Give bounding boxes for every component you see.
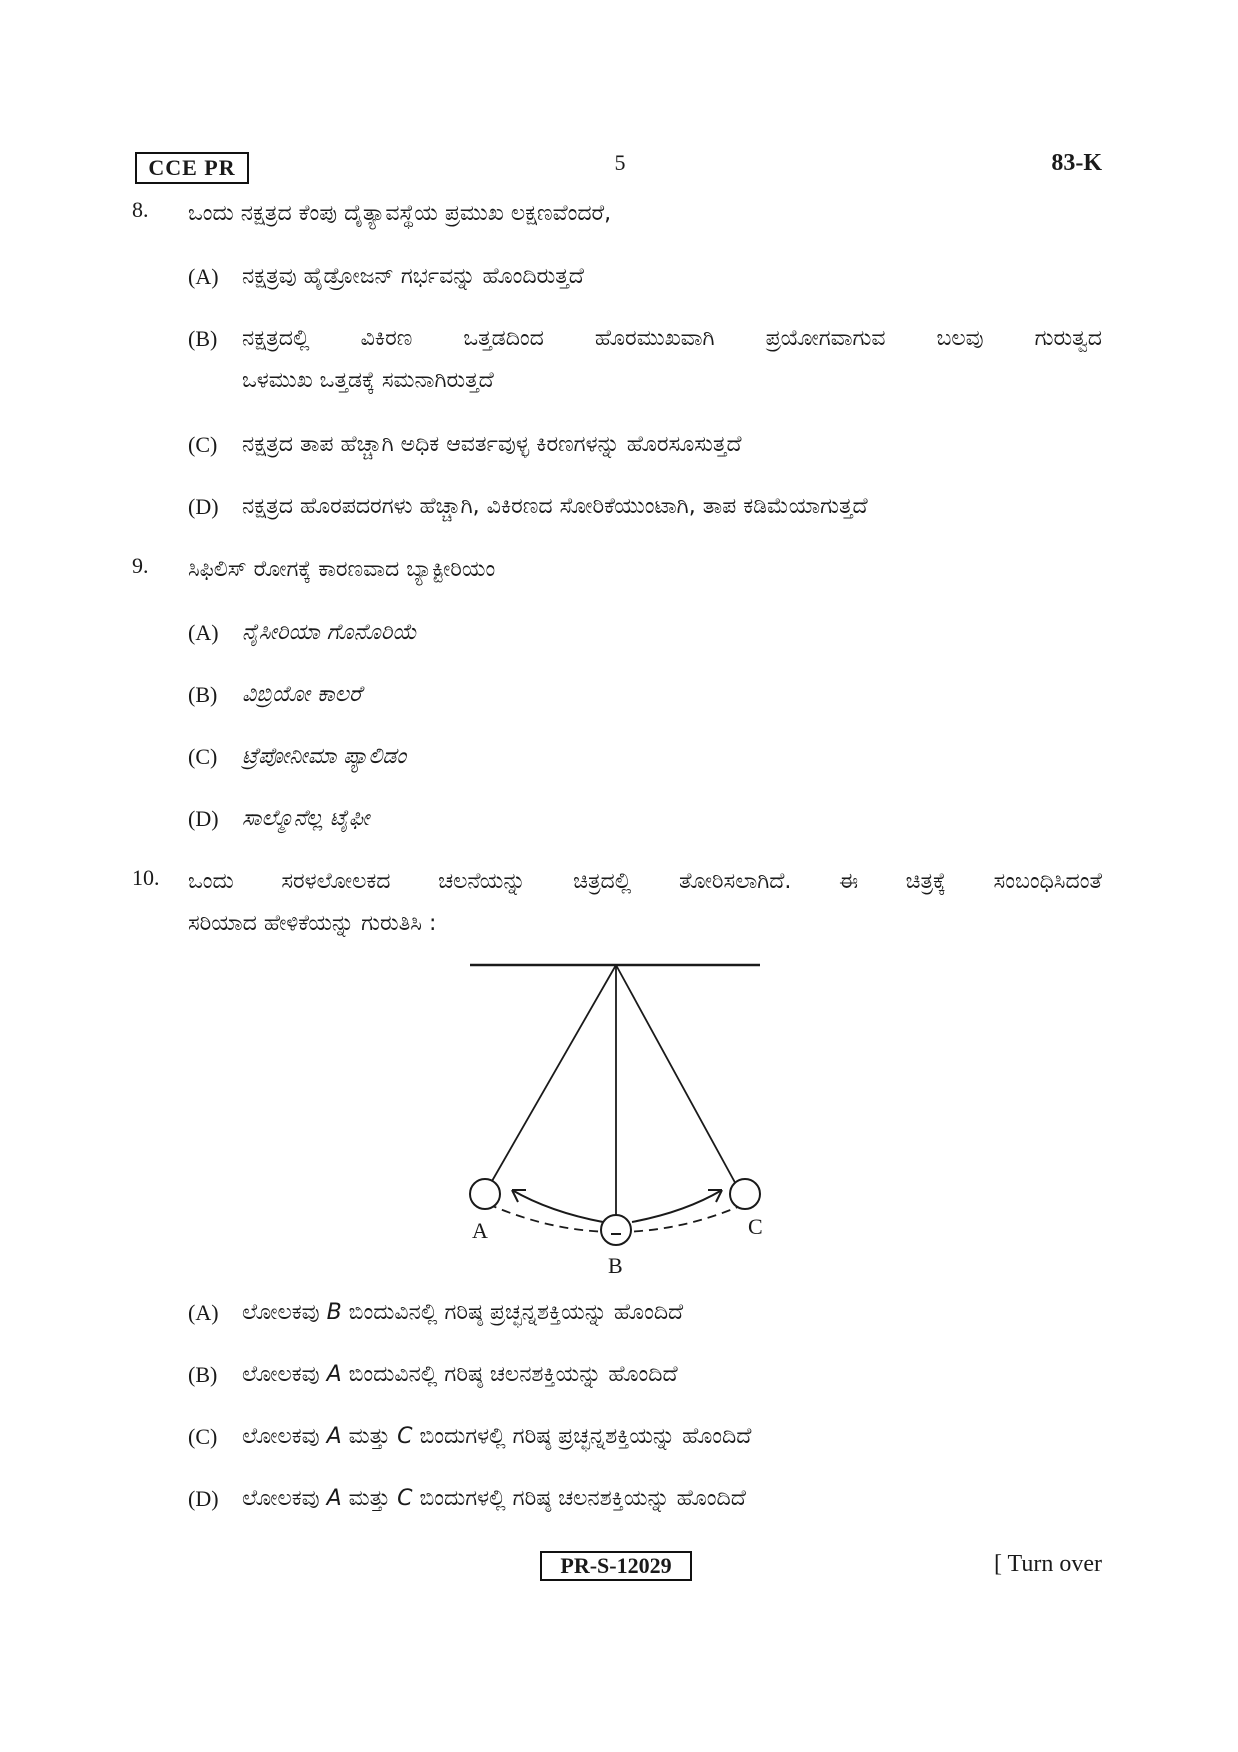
option-variable: A [326, 1424, 342, 1449]
option-label: (C) [188, 1424, 218, 1449]
pendulum-string-a [488, 965, 616, 1188]
option-text-part: ಬಿಂದುಗಳಲ್ಲಿ ಗರಿಷ್ಠ ಪ್ರಚ್ಛನ್ನಶಕ್ತಿಯನ್ನು ಹೊಂದಿದೆ [412, 1424, 752, 1449]
question-9-option-d [188, 798, 1102, 840]
question-8-number: 8. [132, 197, 149, 222]
paper-code: 83-K [1051, 150, 1102, 176]
question-text-line: ಸರಿಯಾದ ಹೇಳಿಕೆಯನ್ನು ಗುರುತಿಸಿ : [188, 911, 437, 936]
arrow-left [512, 1190, 603, 1222]
option-text-part: ಬಿಂದುವಿನಲ್ಲಿ ಗರಿಷ್ಠ ಪ್ರಚ್ಛನ್ನಶಕ್ತಿಯನ್ನು ಹೊಂದಿದೆ [341, 1300, 684, 1325]
option-text-part: ಲೋಲಕವು [242, 1362, 327, 1387]
option-text [242, 1354, 1102, 1396]
question-8-option-c [188, 424, 1102, 466]
pendulum-diagram [440, 950, 800, 1280]
option-text: ನಕ್ಷತ್ರದ ಹೊರಪದರಗಳು ಹೆಚ್ಚಾಗಿ, ವಿಕಿರಣದ ಸೋರಿಕೆಯುಂಟಾಗಿ, ತಾಪ ಕಡಿಮೆಯಾಗುತ್ತದೆ [242, 494, 868, 519]
pendulum-string-c [616, 965, 738, 1188]
question-10-option-a [188, 1292, 1102, 1334]
option-text-part: ಲೋಲಕವು [242, 1300, 327, 1325]
option-text: ವಿಬ್ರಿಯೋ ಕಾಲರೆ [242, 682, 362, 707]
option-text-part: ಲೋಲಕವು [242, 1486, 327, 1511]
option-label: (C) [188, 744, 218, 769]
option-label: (A) [188, 620, 219, 645]
option-variable: A [326, 1486, 342, 1511]
option-variable: B [326, 1300, 342, 1325]
option-text: ನಕ್ಷತ್ರದ ತಾಪ ಹೆಚ್ಚಾಗಿ ಅಧಿಕ ಆವರ್ತವುಳ್ಳ ಕಿರಣಗಳನ್ನು ಹೊರಸೂಸುತ್ತದೆ [242, 432, 742, 457]
option-text [242, 1292, 1102, 1334]
option-text-part: ಮತ್ತು [341, 1486, 398, 1511]
page-number: 5 [614, 150, 626, 175]
option-text [242, 1416, 1102, 1458]
question-10-option-d [188, 1478, 1102, 1520]
option-label: (D) [188, 806, 219, 831]
figure-label-b: B [608, 1253, 623, 1278]
option-label: (B) [188, 682, 218, 707]
option-label: (B) [188, 1362, 218, 1387]
footer-code-box: PR-S-12029 [540, 1551, 692, 1581]
option-text-part: ಬಿಂದುಗಳಲ್ಲಿ ಗರಿಷ್ಠ ಚಲನಶಕ್ತಿಯನ್ನು ಹೊಂದಿದೆ [412, 1486, 746, 1511]
question-10-option-c [188, 1416, 1102, 1458]
option-variable: C [397, 1486, 413, 1511]
option-text: ಸಾಲ್ಮೊನೆಲ್ಲ ಟೈಫೀ [242, 806, 370, 831]
question-9-option-c [188, 736, 1102, 778]
figure-label-c: C [748, 1214, 763, 1239]
option-variable: C [397, 1424, 413, 1449]
question-8-option-b [188, 318, 1102, 402]
option-label: (A) [188, 264, 219, 289]
turn-over-note: [ Turn over [993, 1551, 1102, 1577]
option-text: ನೈಸೀರಿಯಾ ಗೊನೊರಿಯೆ [242, 620, 417, 645]
question-10-option-b [188, 1354, 1102, 1396]
question-text-line: ಒಂದು ಸರಳಲೋಲಕದ ಚಲನೆಯನ್ನು ಚಿತ್ರದಲ್ಲಿ ತೋರಿಸಲಾಗಿದೆ. ಈ ಚಿತ್ರಕ್ಕೆ ಸಂಬಂಧಿಸಿದಂತೆ [188, 869, 1102, 894]
option-label: (D) [188, 1486, 219, 1511]
question-9-option-a [188, 612, 1102, 654]
option-label: (B) [188, 326, 218, 351]
option-text: ನಕ್ಷತ್ರವು ಹೈಡ್ರೋಜನ್ ಗರ್ಭವನ್ನು ಹೊಂದಿರುತ್ತದೆ [242, 264, 584, 289]
question-9-number: 9. [132, 553, 149, 578]
option-text-block [242, 318, 1102, 402]
question-8-option-d [188, 486, 1102, 528]
question-9-option-b [188, 674, 1102, 716]
option-text [242, 1478, 1102, 1520]
option-variable: A [326, 1362, 342, 1387]
option-text-part: ಬಿಂದುವಿನಲ್ಲಿ ಗರಿಷ್ಠ ಚಲನಶಕ್ತಿಯನ್ನು ಹೊಂದಿದೆ [341, 1362, 678, 1387]
figure-label-a: A [472, 1218, 488, 1243]
option-text-line: ಒಳಮುಖ ಒತ್ತಡಕ್ಕೆ ಸಮನಾಗಿರುತ್ತದೆ [242, 368, 494, 393]
bob-a [470, 1179, 500, 1209]
option-text-part: ಮತ್ತು [341, 1424, 398, 1449]
option-text-line: ನಕ್ಷತ್ರದಲ್ಲಿ ವಿಕಿರಣ ಒತ್ತಡದಿಂದ ಹೊರಮುಖವಾಗಿ ಪ್ರಯೋಗವಾಗುವ ಬಲವು ಗುರುತ್ವದ [242, 326, 1102, 351]
option-label: (C) [188, 432, 218, 457]
question-8-option-a [188, 256, 1102, 298]
header-code-box: CCE PR [135, 152, 249, 184]
question-10-number: 10. [132, 865, 160, 890]
option-label: (A) [188, 1300, 219, 1325]
question-9-text: ಸಿಫಿಲಿಸ್ ರೋಗಕ್ಕೆ ಕಾರಣವಾದ ಬ್ಯಾಕ್ಟೀರಿಯಂ [188, 557, 496, 582]
bob-c [730, 1179, 760, 1209]
option-text-part: ಲೋಲಕವು [242, 1424, 327, 1449]
option-text: ಟ್ರೆಪೋನೀಮಾ ಪ್ಯಾಲಿಡಂ [242, 744, 407, 769]
question-10-text [188, 861, 1102, 945]
bob-b [601, 1215, 631, 1245]
option-label: (D) [188, 494, 219, 519]
question-8-text: ಒಂದು ನಕ್ಷತ್ರದ ಕೆಂಪು ದೈತ್ಯಾವಸ್ಥೆಯ ಪ್ರಮುಖ ಲಕ್ಷಣವೆಂದರೆ, [188, 201, 612, 226]
